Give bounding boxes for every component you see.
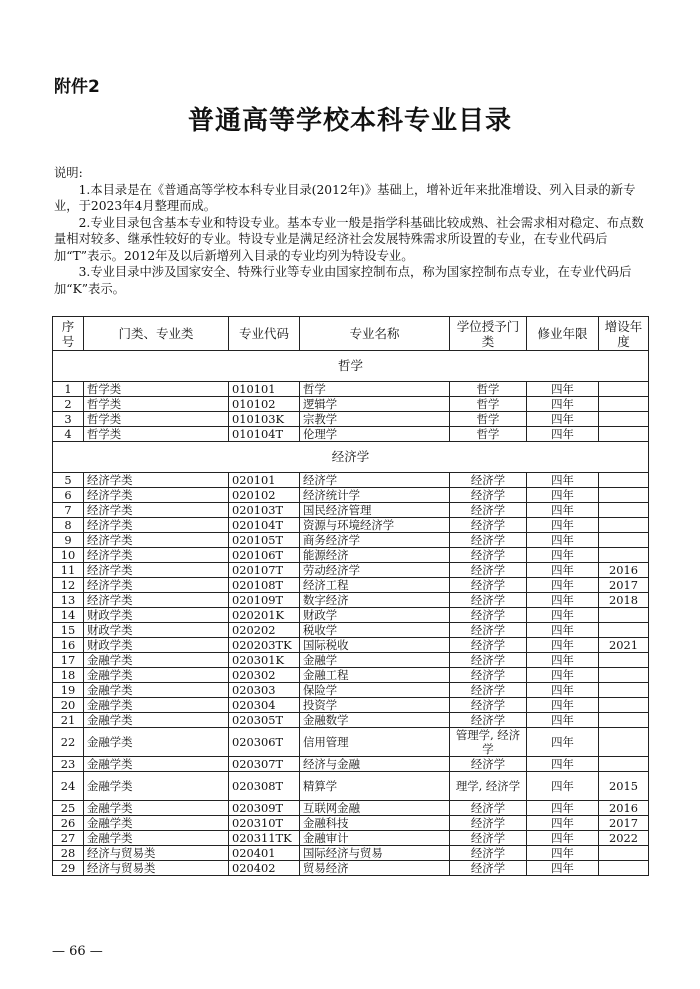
- cell-name: 经济学: [300, 473, 450, 488]
- cell-degree: 经济学: [450, 653, 527, 668]
- cell-code: 020201K: [229, 608, 300, 623]
- cell-category: 经济与贸易类: [84, 846, 229, 861]
- table-row: [53, 668, 649, 683]
- cell-degree: 经济学: [450, 801, 527, 816]
- cell-code: 020401: [229, 846, 300, 861]
- cell-category: 金融学类: [84, 801, 229, 816]
- cell-name: 能源经济: [300, 548, 450, 563]
- cell-no: 12: [53, 578, 84, 593]
- table-row: [53, 412, 649, 427]
- cell-degree: 经济学: [450, 623, 527, 638]
- cell-added: 2018: [599, 593, 649, 608]
- cell-name: 国际经济与贸易: [300, 846, 450, 861]
- cell-degree: 管理学, 经济学: [450, 728, 527, 757]
- cell-category: 财政学类: [84, 608, 229, 623]
- cell-name: 税收学: [300, 623, 450, 638]
- cell-added: [599, 861, 649, 876]
- cell-degree: 经济学: [450, 533, 527, 548]
- cell-added: [599, 397, 649, 412]
- cell-no: 3: [53, 412, 84, 427]
- cell-category: 哲学类: [84, 382, 229, 397]
- cell-years: 四年: [527, 698, 599, 713]
- col-header-added: 增设年度: [599, 317, 649, 351]
- cell-no: 28: [53, 846, 84, 861]
- cell-added: [599, 653, 649, 668]
- cell-code: 020301K: [229, 653, 300, 668]
- table-row: [53, 713, 649, 728]
- cell-degree: 经济学: [450, 861, 527, 876]
- table-row: [53, 757, 649, 772]
- notes-heading: 说明:: [54, 166, 83, 180]
- cell-name: 逻辑学: [300, 397, 450, 412]
- cell-category: 经济学类: [84, 488, 229, 503]
- cell-code: 020109T: [229, 593, 300, 608]
- cell-degree: 哲学: [450, 412, 527, 427]
- cell-code: 020107T: [229, 563, 300, 578]
- table-row: [53, 623, 649, 638]
- cell-no: 18: [53, 668, 84, 683]
- cell-no: 23: [53, 757, 84, 772]
- cell-degree: 经济学: [450, 548, 527, 563]
- cell-category: 金融学类: [84, 713, 229, 728]
- table-row: [53, 548, 649, 563]
- cell-added: [599, 698, 649, 713]
- cell-code: 020307T: [229, 757, 300, 772]
- table-row: [53, 503, 649, 518]
- table-row: [53, 578, 649, 593]
- cell-category: 经济学类: [84, 473, 229, 488]
- page-number: — 66 —: [52, 944, 103, 959]
- cell-years: 四年: [527, 578, 599, 593]
- cell-no: 22: [53, 728, 84, 757]
- cell-code: 020306T: [229, 728, 300, 757]
- cell-added: [599, 623, 649, 638]
- cell-category: 财政学类: [84, 638, 229, 653]
- section-row-philosophy: [53, 351, 649, 382]
- cell-name: 贸易经济: [300, 861, 450, 876]
- cell-category: 经济学类: [84, 503, 229, 518]
- cell-category: 金融学类: [84, 668, 229, 683]
- cell-years: 四年: [527, 397, 599, 412]
- cell-years: 四年: [527, 608, 599, 623]
- table-row: [53, 653, 649, 668]
- cell-no: 7: [53, 503, 84, 518]
- cell-no: 2: [53, 397, 84, 412]
- table-row: [53, 728, 649, 757]
- cell-years: 四年: [527, 518, 599, 533]
- col-header-years: 修业年限: [527, 317, 599, 351]
- table-row: [53, 533, 649, 548]
- cell-added: [599, 427, 649, 442]
- cell-years: 四年: [527, 816, 599, 831]
- cell-code: 020302: [229, 668, 300, 683]
- cell-name: 经济工程: [300, 578, 450, 593]
- cell-years: 四年: [527, 533, 599, 548]
- cell-added: [599, 382, 649, 397]
- cell-category: 金融学类: [84, 698, 229, 713]
- cell-years: 四年: [527, 427, 599, 442]
- note-1: 1.本目录是在《普通高等学校本科专业目录(2012年)》基础上，增补近年来批准增设、列入目录的新专业，于2023年4月整理而成。: [54, 182, 636, 213]
- cell-code: 020304: [229, 698, 300, 713]
- table-row: [53, 772, 649, 801]
- cell-category: 经济学类: [84, 578, 229, 593]
- cell-added: [599, 473, 649, 488]
- cell-degree: 经济学: [450, 846, 527, 861]
- table-row: [53, 846, 649, 861]
- cell-code: 020105T: [229, 533, 300, 548]
- cell-degree: 经济学: [450, 578, 527, 593]
- cell-years: 四年: [527, 623, 599, 638]
- cell-category: 经济学类: [84, 563, 229, 578]
- cell-degree: 经济学: [450, 698, 527, 713]
- cell-name: 经济统计学: [300, 488, 450, 503]
- cell-years: 四年: [527, 668, 599, 683]
- cell-no: 29: [53, 861, 84, 876]
- cell-code: 020103T: [229, 503, 300, 518]
- cell-added: 2017: [599, 578, 649, 593]
- cell-code: 010101: [229, 382, 300, 397]
- cell-code: 010103K: [229, 412, 300, 427]
- cell-added: [599, 713, 649, 728]
- cell-degree: 理学, 经济学: [450, 772, 527, 801]
- cell-degree: 经济学: [450, 473, 527, 488]
- cell-degree: 经济学: [450, 608, 527, 623]
- cell-years: 四年: [527, 473, 599, 488]
- cell-category: 金融学类: [84, 757, 229, 772]
- cell-years: 四年: [527, 772, 599, 801]
- cell-added: [599, 548, 649, 563]
- cell-added: 2017: [599, 816, 649, 831]
- table-row: [53, 831, 649, 846]
- cell-name: 金融审计: [300, 831, 450, 846]
- cell-no: 26: [53, 816, 84, 831]
- notes: [54, 165, 649, 297]
- cell-category: 哲学类: [84, 427, 229, 442]
- cell-name: 金融学: [300, 653, 450, 668]
- cell-name: 信用管理: [300, 728, 450, 757]
- cell-category: 金融学类: [84, 683, 229, 698]
- section-title: 哲学: [53, 351, 649, 382]
- cell-name: 商务经济学: [300, 533, 450, 548]
- cell-no: 6: [53, 488, 84, 503]
- section-row-economics: [53, 442, 649, 473]
- cell-code: 020311TK: [229, 831, 300, 846]
- table-row: [53, 683, 649, 698]
- cell-no: 13: [53, 593, 84, 608]
- cell-category: 哲学类: [84, 397, 229, 412]
- table-header-row: [53, 317, 649, 351]
- cell-name: 财政学: [300, 608, 450, 623]
- section-title: 经济学: [53, 442, 649, 473]
- cell-added: [599, 533, 649, 548]
- cell-category: 金融学类: [84, 816, 229, 831]
- cell-degree: 经济学: [450, 668, 527, 683]
- cell-code: 020108T: [229, 578, 300, 593]
- cell-degree: 经济学: [450, 757, 527, 772]
- cell-no: 24: [53, 772, 84, 801]
- cell-category: 经济与贸易类: [84, 861, 229, 876]
- cell-code: 020203TK: [229, 638, 300, 653]
- cell-added: 2022: [599, 831, 649, 846]
- cell-name: 国际税收: [300, 638, 450, 653]
- cell-years: 四年: [527, 861, 599, 876]
- cell-added: 2016: [599, 563, 649, 578]
- table-row: [53, 473, 649, 488]
- cell-no: 17: [53, 653, 84, 668]
- cell-code: 020102: [229, 488, 300, 503]
- cell-added: 2016: [599, 801, 649, 816]
- cell-no: 5: [53, 473, 84, 488]
- col-header-category: 门类、专业类: [84, 317, 229, 351]
- cell-degree: 哲学: [450, 397, 527, 412]
- cell-name: 数字经济: [300, 593, 450, 608]
- cell-name: 保险学: [300, 683, 450, 698]
- cell-no: 27: [53, 831, 84, 846]
- cell-degree: 经济学: [450, 638, 527, 653]
- cell-code: 020310T: [229, 816, 300, 831]
- cell-code: 020402: [229, 861, 300, 876]
- cell-name: 哲学: [300, 382, 450, 397]
- cell-code: 020303: [229, 683, 300, 698]
- cell-years: 四年: [527, 563, 599, 578]
- cell-degree: 经济学: [450, 488, 527, 503]
- page-title: 普通高等学校本科专业目录: [187, 106, 512, 136]
- table-row: [53, 427, 649, 442]
- cell-name: 资源与环境经济学: [300, 518, 450, 533]
- cell-no: 14: [53, 608, 84, 623]
- cell-years: 四年: [527, 593, 599, 608]
- cell-degree: 哲学: [450, 427, 527, 442]
- table-row: [53, 382, 649, 397]
- cell-years: 四年: [527, 757, 599, 772]
- cell-degree: 经济学: [450, 593, 527, 608]
- cell-no: 4: [53, 427, 84, 442]
- cell-no: 11: [53, 563, 84, 578]
- cell-no: 19: [53, 683, 84, 698]
- table-row: [53, 397, 649, 412]
- cell-code: 010104T: [229, 427, 300, 442]
- cell-category: 哲学类: [84, 412, 229, 427]
- cell-years: 四年: [527, 728, 599, 757]
- cell-added: [599, 683, 649, 698]
- cell-years: 四年: [527, 683, 599, 698]
- cell-category: 经济学类: [84, 548, 229, 563]
- cell-years: 四年: [527, 503, 599, 518]
- table-row: [53, 698, 649, 713]
- cell-added: [599, 608, 649, 623]
- col-header-name: 专业名称: [300, 317, 450, 351]
- cell-years: 四年: [527, 831, 599, 846]
- cell-name: 互联网金融: [300, 801, 450, 816]
- cell-degree: 经济学: [450, 831, 527, 846]
- cell-code: 020305T: [229, 713, 300, 728]
- cell-code: 020106T: [229, 548, 300, 563]
- cell-name: 劳动经济学: [300, 563, 450, 578]
- cell-added: [599, 412, 649, 427]
- cell-no: 20: [53, 698, 84, 713]
- cell-years: 四年: [527, 488, 599, 503]
- cell-name: 精算学: [300, 772, 450, 801]
- cell-name: 金融数学: [300, 713, 450, 728]
- cell-name: 经济与金融: [300, 757, 450, 772]
- cell-code: 020104T: [229, 518, 300, 533]
- cell-category: 金融学类: [84, 772, 229, 801]
- cell-added: [599, 503, 649, 518]
- table-row: [53, 563, 649, 578]
- cell-category: 财政学类: [84, 623, 229, 638]
- cell-name: 金融科技: [300, 816, 450, 831]
- col-header-no: 序号: [53, 317, 84, 351]
- cell-degree: 经济学: [450, 713, 527, 728]
- table-row: [53, 593, 649, 608]
- cell-years: 四年: [527, 801, 599, 816]
- cell-name: 伦理学: [300, 427, 450, 442]
- cell-no: 9: [53, 533, 84, 548]
- cell-degree: 经济学: [450, 816, 527, 831]
- cell-years: 四年: [527, 846, 599, 861]
- cell-years: 四年: [527, 638, 599, 653]
- cell-added: 2015: [599, 772, 649, 801]
- cell-added: [599, 728, 649, 757]
- col-header-code: 专业代码: [229, 317, 300, 351]
- cell-name: 国民经济管理: [300, 503, 450, 518]
- attachment-label: 附件2: [54, 77, 100, 97]
- cell-degree: 哲学: [450, 382, 527, 397]
- cell-name: 金融工程: [300, 668, 450, 683]
- cell-category: 金融学类: [84, 728, 229, 757]
- col-header-degree: 学位授予门类: [450, 317, 527, 351]
- cell-added: [599, 488, 649, 503]
- cell-added: [599, 518, 649, 533]
- table-row: [53, 816, 649, 831]
- cell-no: 1: [53, 382, 84, 397]
- table-row: [53, 518, 649, 533]
- major-catalog-table: [52, 316, 649, 876]
- cell-added: [599, 668, 649, 683]
- cell-no: 10: [53, 548, 84, 563]
- cell-category: 经济学类: [84, 593, 229, 608]
- cell-added: 2021: [599, 638, 649, 653]
- table-row: [53, 488, 649, 503]
- cell-degree: 经济学: [450, 683, 527, 698]
- table-row: [53, 608, 649, 623]
- cell-code: 020202: [229, 623, 300, 638]
- cell-no: 25: [53, 801, 84, 816]
- note-2: 2.专业目录包含基本专业和特设专业。基本专业一般是指学科基础比较成熟、社会需求相对稳定、布点数量相对较多、继承性较好的专业。特设专业是满足经济社会发展特殊需求所设置的专业，在专业代码后加“T”表示。2012年及以后新增列入目录的专业均列为特设专业。: [54, 215, 644, 263]
- cell-years: 四年: [527, 382, 599, 397]
- cell-degree: 经济学: [450, 503, 527, 518]
- cell-years: 四年: [527, 653, 599, 668]
- cell-code: 020309T: [229, 801, 300, 816]
- table-row: [53, 638, 649, 653]
- table-row: [53, 861, 649, 876]
- cell-degree: 经济学: [450, 518, 527, 533]
- cell-name: 投资学: [300, 698, 450, 713]
- cell-no: 15: [53, 623, 84, 638]
- cell-degree: 经济学: [450, 563, 527, 578]
- cell-added: [599, 757, 649, 772]
- cell-added: [599, 846, 649, 861]
- cell-no: 21: [53, 713, 84, 728]
- cell-name: 宗教学: [300, 412, 450, 427]
- cell-years: 四年: [527, 548, 599, 563]
- cell-code: 020308T: [229, 772, 300, 801]
- cell-years: 四年: [527, 412, 599, 427]
- cell-category: 经济学类: [84, 533, 229, 548]
- cell-years: 四年: [527, 713, 599, 728]
- table-row: [53, 801, 649, 816]
- cell-code: 020101: [229, 473, 300, 488]
- cell-category: 金融学类: [84, 653, 229, 668]
- cell-code: 010102: [229, 397, 300, 412]
- cell-no: 8: [53, 518, 84, 533]
- cell-category: 金融学类: [84, 831, 229, 846]
- cell-no: 16: [53, 638, 84, 653]
- note-3: 3.专业目录中涉及国家安全、特殊行业等专业由国家控制布点，称为国家控制布点专业，在专业代码后加“K”表示。: [54, 265, 632, 296]
- cell-category: 经济学类: [84, 518, 229, 533]
